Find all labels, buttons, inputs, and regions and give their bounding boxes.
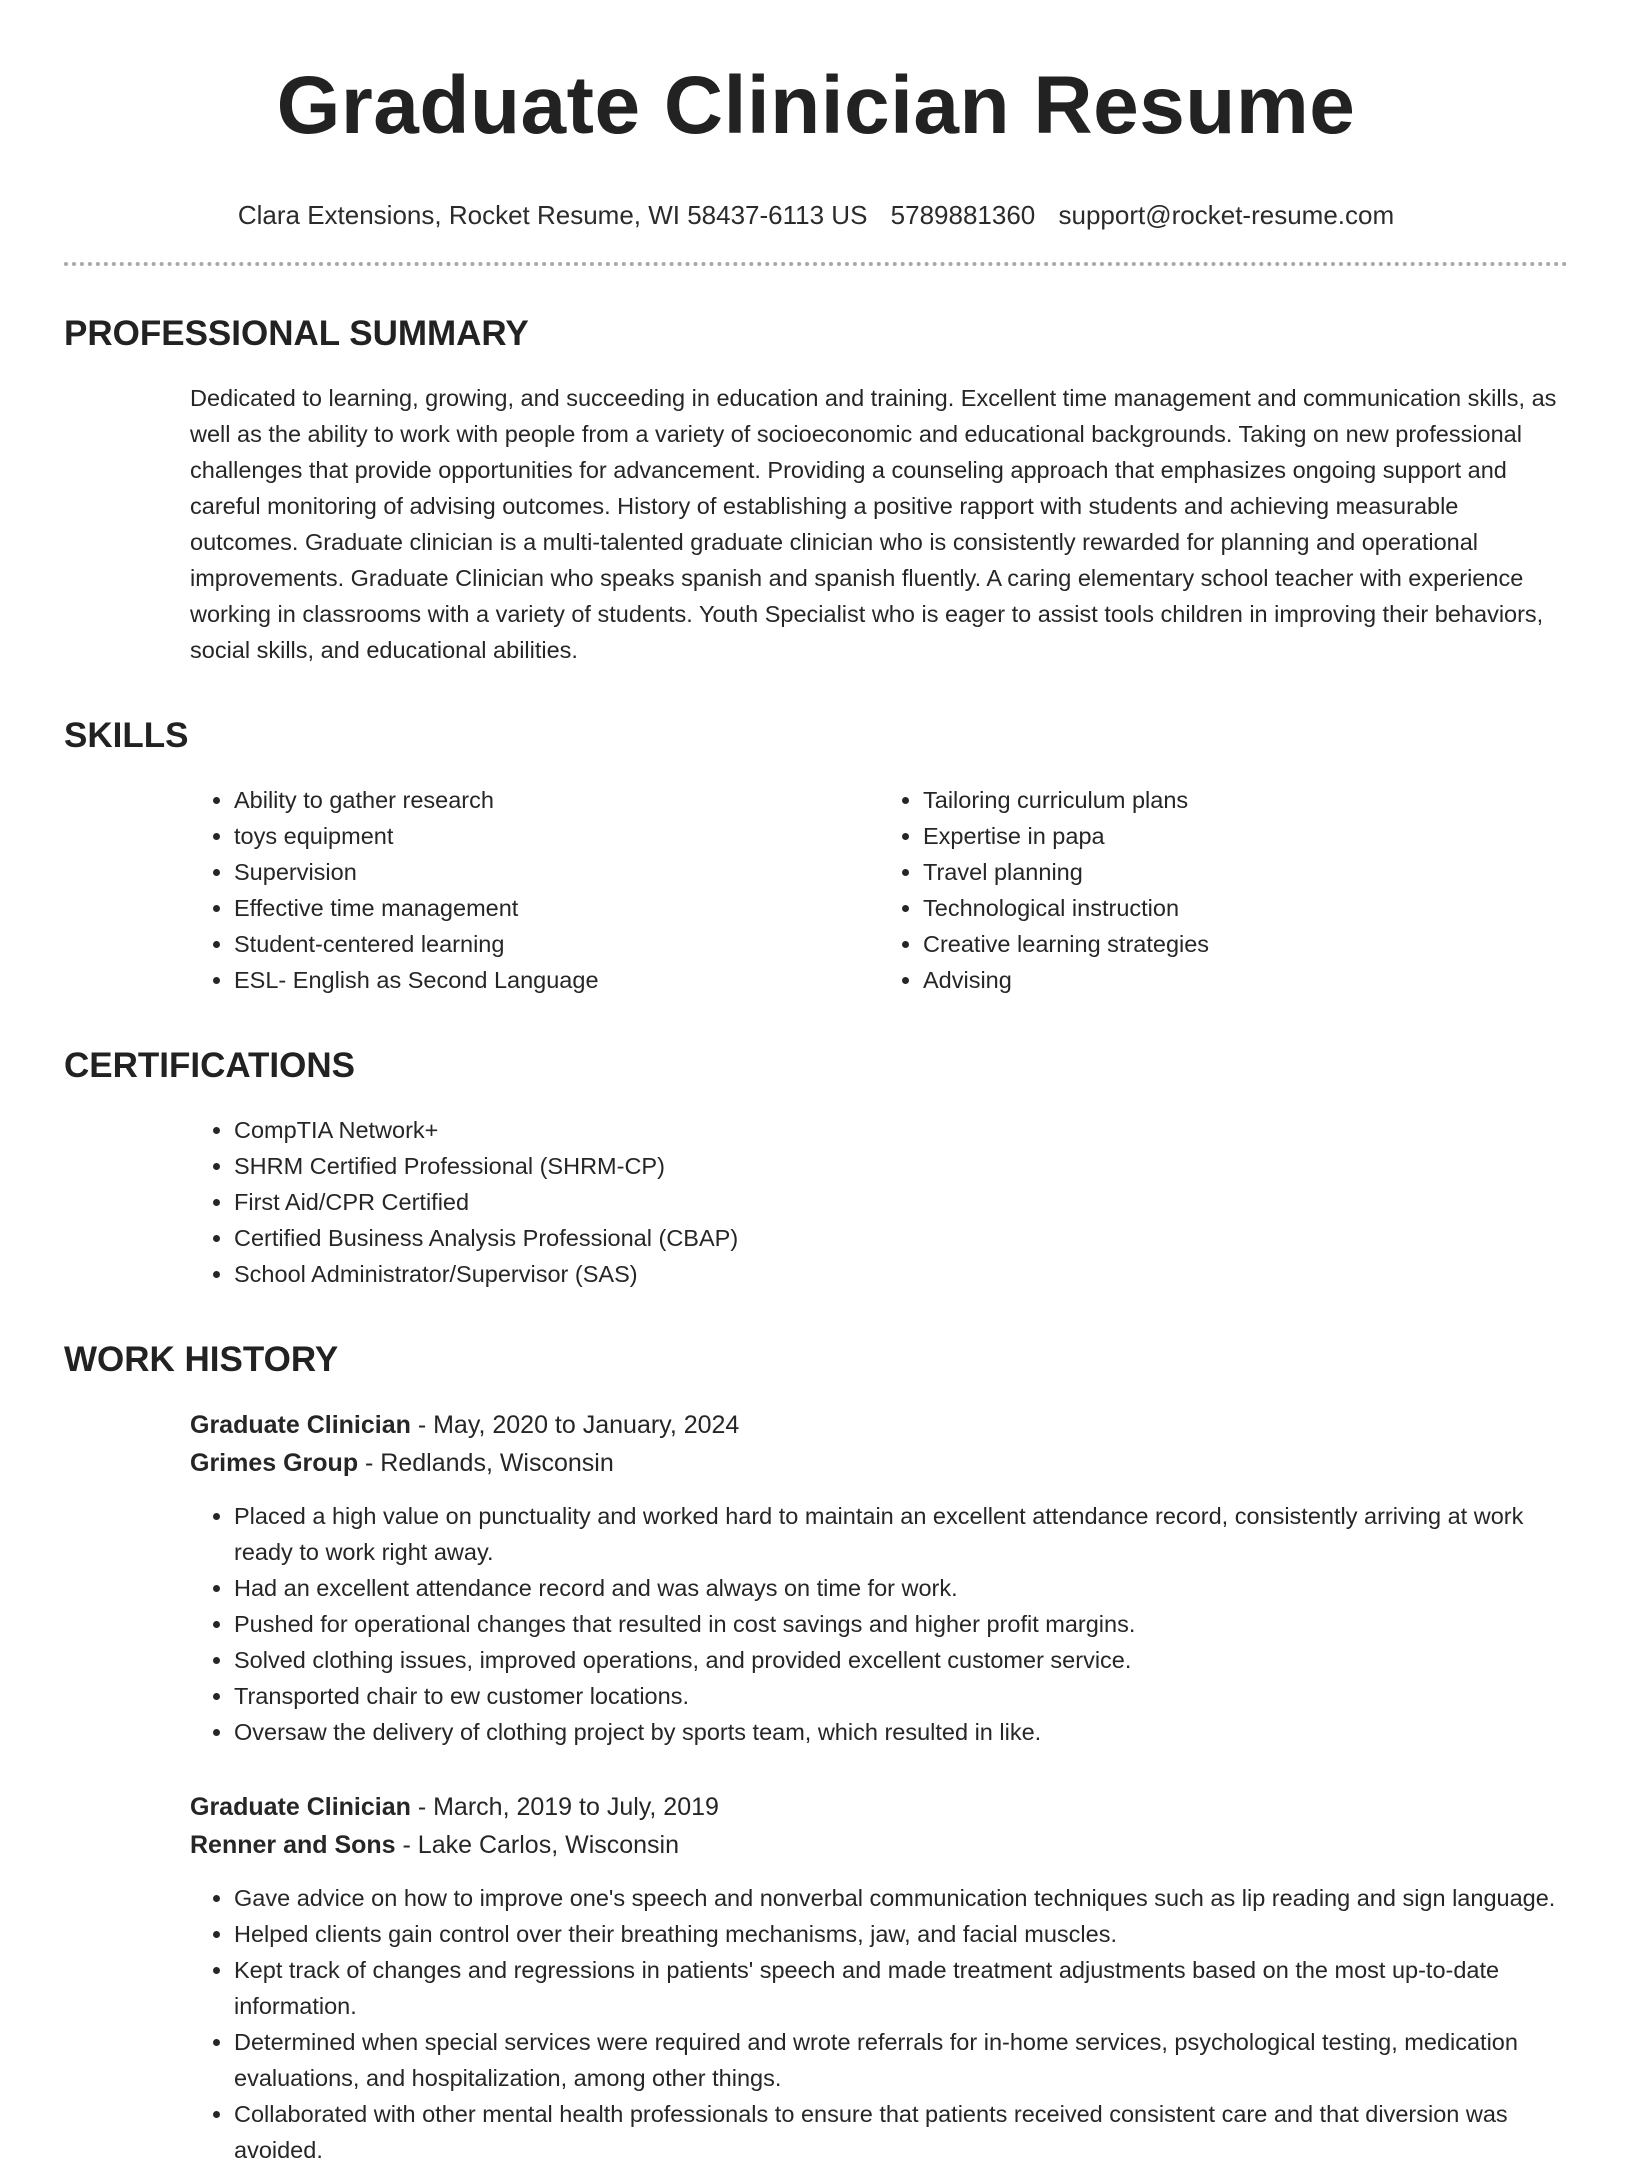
certification-item: • Certified Business Analysis Professional (CBAP) xyxy=(234,1220,1568,1256)
skill-item: • Technological instruction xyxy=(923,890,1568,926)
skill-item: • Expertise in papa xyxy=(923,818,1568,854)
job-entry xyxy=(190,1406,1568,1750)
work-history-section xyxy=(64,1338,1568,2168)
skill-item: • ESL- English as Second Language xyxy=(234,962,879,998)
skill-item: • Ability to gather research xyxy=(234,782,879,818)
page-title: Graduate Clinician Resume xyxy=(276,60,1356,151)
skills-columns xyxy=(190,782,1568,998)
skill-item: • Supervision xyxy=(234,854,879,890)
job-bullet: • Collaborated with other mental health professionals to ensure that patients received consistent care and that diversion was avoided. xyxy=(234,2096,1568,2168)
certifications-section xyxy=(64,1044,1568,1292)
certification-item: • SHRM Certified Professional (SHRM-CP) xyxy=(234,1148,1568,1184)
certification-item: • School Administrator/Supervisor (SAS) xyxy=(234,1256,1568,1292)
skill-item: • Advising xyxy=(923,962,1568,998)
certification-item: • First Aid/CPR Certified xyxy=(234,1184,1568,1220)
summary-text: Dedicated to learning, growing, and succeeding in education and training. Excellent time management and communication skills, as well as the ability to work with people from a variety of socioeconomic and educational backgrounds. Taking on new professional challenges that provide opportunities for advancement. Providing a counseling approach that emphasizes ongoing support and careful monitoring of advising outcomes. History of establishing a positive rapport with students and achieving measurable outcomes. Graduate clinician is a multi-talented graduate clinician who is consistently rewarded for planning and operational improvements. Graduate Clinician who speaks spanish and spanish fluently. A caring elementary school teacher with experience working in classrooms with a variety of students. Youth Specialist who is eager to assist tools children in improving their behaviors, social skills, and educational abilities. xyxy=(190,385,1557,663)
job-bullet: • Transported chair to ew customer locations. xyxy=(234,1678,1568,1714)
skill-item: • Student-centered learning xyxy=(234,926,879,962)
job-company: Grimes Group xyxy=(190,1449,359,1477)
skills-list-right xyxy=(879,782,1568,998)
skills-heading: SKILLS xyxy=(64,716,189,755)
contact-email: support@rocket-resume.com xyxy=(1058,200,1395,230)
header-divider xyxy=(64,262,1568,266)
job-bullets xyxy=(190,1880,1568,2168)
job-bullet: • Solved clothing issues, improved operations, and provided excellent customer service. xyxy=(234,1642,1568,1678)
job-title-line xyxy=(190,1406,1568,1444)
work-history-heading: WORK HISTORY xyxy=(64,1340,339,1379)
job-bullet: • Helped clients gain control over their breathing mechanisms, jaw, and facial muscles. xyxy=(234,1916,1568,1952)
skill-item: • Travel planning xyxy=(923,854,1568,890)
contact-address: Clara Extensions, Rocket Resume, WI 58437-6113 US xyxy=(237,200,868,230)
job-bullet: • Placed a high value on punctuality and worked hard to maintain an excellent attendance record, consistently arriving at work ready to work right away. xyxy=(234,1498,1568,1570)
skill-item: • toys equipment xyxy=(234,818,879,854)
job-title: Graduate Clinician xyxy=(190,1793,411,1821)
job-bullets xyxy=(190,1498,1568,1750)
certifications-list xyxy=(190,1112,1568,1292)
certifications-heading: CERTIFICATIONS xyxy=(64,1046,356,1085)
skill-item: • Tailoring curriculum plans xyxy=(923,782,1568,818)
job-bullet: • Determined when special services were required and wrote referrals for in-home services, psychological testing, medication evaluations, and hospitalization, among other things. xyxy=(234,2024,1568,2096)
skill-item: • Effective time management xyxy=(234,890,879,926)
skills-section xyxy=(64,714,1568,998)
job-title: Graduate Clinician xyxy=(190,1411,411,1439)
contact-line xyxy=(64,198,1568,232)
summary-section xyxy=(64,312,1568,668)
job-company-line xyxy=(190,1444,1568,1482)
job-company: Renner and Sons xyxy=(190,1831,396,1859)
contact-phone: 5789881360 xyxy=(890,200,1036,230)
skill-item: • Creative learning strategies xyxy=(923,926,1568,962)
job-bullet: • Had an excellent attendance record and was always on time for work. xyxy=(234,1570,1568,1606)
job-entry xyxy=(190,1788,1568,2168)
skills-list-left xyxy=(190,782,879,998)
certification-item: • CompTIA Network+ xyxy=(234,1112,1568,1148)
job-location: - Redlands, Wisconsin xyxy=(358,1449,614,1477)
job-bullet: • Gave advice on how to improve one's speech and nonverbal communication techniques such as lip reading and sign language. xyxy=(234,1880,1568,1916)
job-bullet: • Pushed for operational changes that resulted in cost savings and higher profit margins. xyxy=(234,1606,1568,1642)
job-location: - Lake Carlos, Wisconsin xyxy=(395,1831,680,1859)
job-company-line xyxy=(190,1826,1568,1864)
job-title-line xyxy=(190,1788,1568,1826)
certifications-list-wrap xyxy=(190,1112,1568,1292)
job-bullet: • Oversaw the delivery of clothing project by sports team, which resulted in like. xyxy=(234,1714,1568,1750)
summary-heading: PROFESSIONAL SUMMARY xyxy=(64,314,529,353)
job-bullet: • Kept track of changes and regressions in patients' speech and made treatment adjustments based on the most up-to-date information. xyxy=(234,1952,1568,2024)
job-dates: - March, 2019 to July, 2019 xyxy=(410,1793,719,1821)
job-dates: - May, 2020 to January, 2024 xyxy=(410,1411,740,1439)
